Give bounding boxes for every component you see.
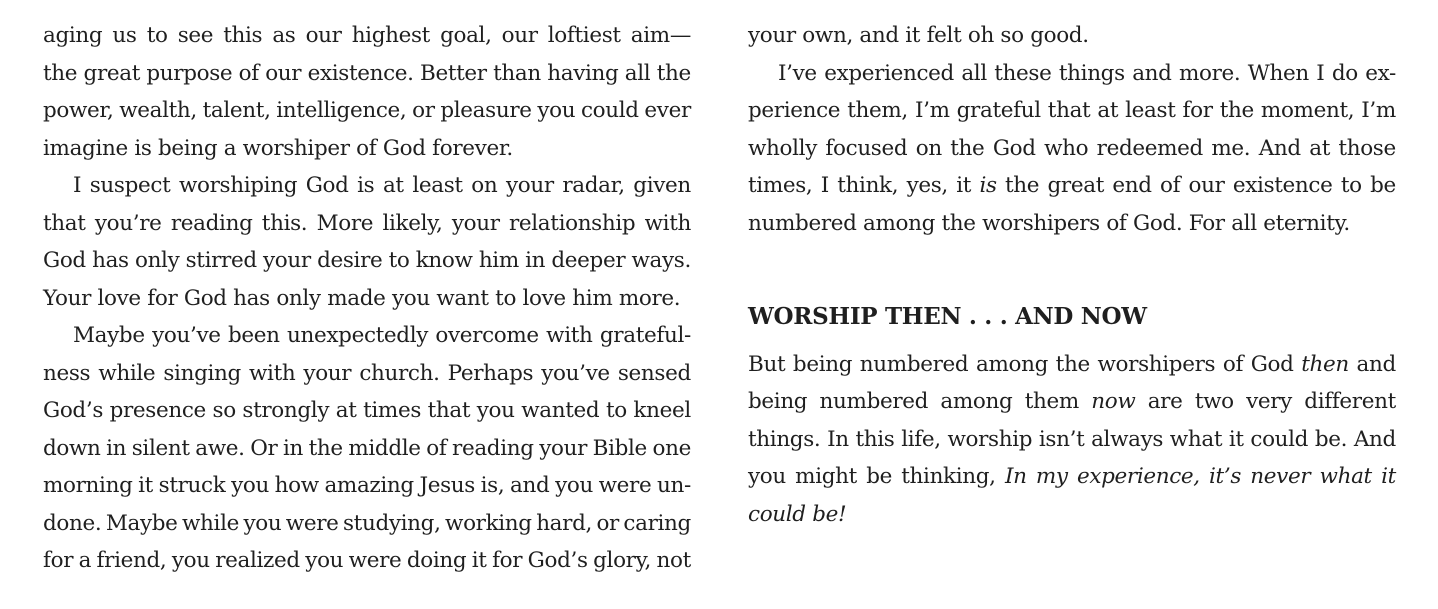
word: In (1004, 464, 1027, 489)
word: in (525, 248, 546, 273)
para-line-3 (748, 421, 1396, 459)
word: deeper (551, 248, 626, 273)
word: Maybe (105, 510, 178, 536)
para-line-5 (748, 496, 1396, 534)
word: likely, (382, 210, 443, 236)
word: middle (348, 435, 421, 461)
word: unexpectedly (287, 323, 429, 348)
word: him (478, 248, 519, 273)
word: your (263, 248, 311, 273)
word: not (656, 548, 691, 573)
word: never (1250, 464, 1311, 489)
word: at (335, 398, 357, 423)
word: in (283, 435, 304, 461)
word: awe. (195, 435, 245, 461)
word: is, (480, 473, 505, 498)
para-line-4 (748, 458, 1396, 496)
word: this (223, 23, 263, 48)
word: for (1182, 98, 1213, 123)
right-line-5 (748, 167, 1396, 205)
word: different (1304, 389, 1396, 414)
word: are (1147, 389, 1183, 414)
word: wanted (521, 398, 600, 423)
para-line-2 (748, 383, 1396, 421)
word: it (1381, 464, 1396, 489)
left-line-3 (43, 92, 691, 130)
word: I’m (914, 98, 950, 123)
word: were (285, 510, 339, 536)
word: one (652, 435, 691, 461)
word: you (231, 473, 269, 498)
word: times, (748, 173, 813, 198)
word: and (1132, 60, 1172, 86)
word: with (644, 210, 691, 236)
word: experienced (824, 60, 954, 86)
right-line-6: numbered among the worshipers of God. For all eternity. (748, 210, 1350, 236)
word: to (146, 23, 168, 48)
word: times (363, 398, 422, 423)
word: strongly (242, 398, 330, 423)
word: being (748, 389, 808, 414)
word: church. (359, 360, 440, 386)
left-line-11 (43, 392, 691, 430)
word: the (1005, 173, 1040, 198)
word: see (177, 23, 214, 48)
word: this (855, 426, 895, 452)
word: worship (947, 426, 1033, 452)
word: But (748, 351, 786, 377)
word: being (792, 351, 853, 377)
word: the (43, 60, 78, 86)
left-line-2 (43, 55, 691, 93)
word: these (994, 60, 1052, 86)
word: pleasure (440, 98, 532, 123)
word: you (171, 548, 210, 573)
word: Better (420, 60, 487, 86)
word: how (274, 473, 319, 498)
word: power, (43, 98, 114, 123)
word: things (1058, 60, 1125, 86)
word: it (138, 473, 153, 498)
word: our (305, 23, 342, 48)
word: two (1194, 389, 1234, 414)
left-line-1 (43, 17, 691, 55)
word: with (248, 360, 296, 386)
word: loftiest (547, 23, 621, 48)
word: a (78, 548, 92, 573)
word: or (412, 98, 435, 123)
word: them (1024, 389, 1079, 414)
word: my (1035, 464, 1068, 489)
word: realized (215, 548, 300, 573)
word: of (238, 60, 259, 86)
word: reading (452, 435, 534, 461)
word: stirred (185, 248, 257, 273)
word: radar, (562, 173, 625, 198)
word: on (471, 173, 498, 198)
word: to (1340, 173, 1362, 198)
left-line-12 (43, 430, 691, 468)
word: and (510, 473, 550, 498)
word: at (1309, 135, 1330, 161)
word: More (316, 210, 374, 236)
word: numbered (819, 389, 929, 414)
word: relationship (508, 210, 636, 236)
word: given (633, 173, 691, 198)
word: it’s (1209, 464, 1242, 489)
word: worshiping (178, 173, 298, 198)
word: existence. (307, 60, 414, 86)
word: yes, (906, 173, 948, 198)
word: down (43, 435, 101, 461)
word: you (476, 398, 515, 423)
word: morning (43, 473, 133, 498)
word: of (1222, 351, 1244, 377)
word: God (1250, 351, 1294, 377)
word: could (580, 98, 639, 123)
word: reading (170, 210, 253, 236)
left-line-13 (43, 467, 691, 505)
word: has (92, 248, 129, 273)
word: with (546, 323, 593, 348)
word: of (426, 435, 447, 461)
word: on (915, 135, 942, 161)
word: or (596, 510, 619, 536)
word: all (624, 60, 651, 86)
word: suspect (89, 173, 171, 198)
word: only (134, 248, 180, 273)
word: experience, (1076, 464, 1200, 489)
word: And (1258, 135, 1301, 161)
word: wholly (748, 135, 817, 161)
word: hard, (536, 510, 592, 536)
word: talent, (202, 98, 271, 123)
word: that (43, 210, 86, 236)
left-line-7 (43, 242, 691, 280)
word: those (1338, 135, 1396, 161)
word: the (656, 60, 691, 86)
word: your (451, 210, 500, 236)
word: that (427, 398, 471, 423)
word: When (1247, 60, 1309, 86)
word: ness (43, 360, 91, 386)
left-line-14 (43, 505, 691, 543)
word: ever (644, 98, 691, 123)
word: what (1319, 464, 1372, 489)
word: glory, (593, 548, 652, 573)
word: un- (657, 473, 691, 498)
word: focused (825, 135, 908, 161)
word: purpose (146, 60, 233, 86)
word: as (272, 23, 296, 48)
word: silent (131, 435, 190, 461)
word: think, (837, 173, 899, 198)
word: of (1159, 173, 1181, 198)
word: existence (1232, 173, 1333, 198)
word: done. (43, 510, 102, 536)
word: the (1055, 351, 1090, 377)
word: this. (261, 210, 308, 236)
word: overcome (435, 323, 539, 348)
word: God’s (527, 548, 588, 573)
left-line-6 (43, 205, 691, 243)
word: aging (43, 23, 103, 48)
word: struck (158, 473, 226, 498)
word: always (1091, 426, 1164, 452)
word: it (471, 548, 487, 573)
word: your (505, 173, 554, 198)
word: the (950, 135, 985, 161)
word: me. (1211, 135, 1251, 161)
left-line-10 (43, 355, 691, 393)
word: doing (406, 548, 467, 573)
word: I (73, 173, 82, 198)
right-line-1: your own, and it felt oh so good. (748, 23, 1089, 48)
word: while (182, 510, 239, 536)
word: them, (847, 98, 908, 123)
word: you (748, 464, 786, 489)
word: you (537, 98, 576, 123)
right-line-3 (748, 92, 1396, 130)
word: ways. (631, 248, 691, 273)
word: very (1246, 389, 1292, 414)
word: it (956, 173, 972, 198)
word: God (305, 173, 349, 198)
word: Perhaps (447, 360, 534, 386)
word: intelligence, (276, 98, 407, 123)
word: desire (317, 248, 383, 273)
word: than (493, 60, 541, 86)
word: friend, (96, 548, 167, 573)
word: wealth, (119, 98, 197, 123)
word: among (940, 389, 1013, 414)
word: I’ve (778, 60, 817, 86)
word: end (1112, 173, 1152, 198)
left-line-15 (43, 542, 691, 580)
word: caring (623, 510, 691, 536)
word: you’ve (152, 323, 221, 348)
word: grateful- (599, 323, 691, 348)
word: for (492, 548, 523, 573)
word: I’m (1361, 98, 1396, 123)
word: Bible (592, 435, 647, 461)
word: be (1370, 173, 1396, 198)
para-line-1 (748, 346, 1396, 384)
left-line-4: imagine is being a worshiper of God forever. (43, 135, 513, 161)
word: your (539, 435, 588, 461)
word: isn’t (1038, 426, 1085, 452)
word: Or (250, 435, 278, 461)
word: working (445, 510, 532, 536)
word: could (1250, 426, 1309, 452)
left-column (43, 17, 691, 580)
word: among (976, 351, 1049, 377)
word: be! (812, 501, 847, 527)
word: grateful (956, 98, 1041, 123)
word: the (1219, 98, 1254, 123)
word: who (1044, 135, 1089, 161)
word: God (992, 135, 1036, 161)
word: God (43, 248, 86, 273)
word: Maybe (73, 323, 145, 348)
word: in (106, 435, 127, 461)
word: In (827, 426, 849, 452)
word: then (1301, 351, 1349, 377)
word: studying, (342, 510, 441, 536)
word: do (1331, 60, 1358, 86)
word: aim— (630, 23, 691, 48)
word: your (303, 360, 352, 386)
word: ex- (1365, 60, 1396, 86)
word: perience (748, 98, 841, 123)
word: kneel (633, 398, 691, 423)
word: to (605, 398, 627, 423)
word: worshipers (1097, 351, 1216, 377)
word: more. (1178, 60, 1241, 86)
word: numbered (859, 351, 969, 377)
word: thinking, (901, 464, 996, 489)
word: God’s (43, 398, 103, 423)
word: you’ve (541, 360, 610, 386)
word: be (866, 464, 892, 489)
word: least (412, 173, 463, 198)
word: you’re (94, 210, 162, 236)
word: could (748, 501, 806, 527)
word: to (388, 248, 410, 273)
right-line-2 (748, 55, 1396, 93)
word: And (1353, 426, 1396, 452)
word: singing (163, 360, 241, 386)
word: what (1169, 426, 1223, 452)
word: redeemed (1096, 135, 1203, 161)
word: sensed (617, 360, 691, 386)
word: having (547, 60, 619, 86)
word: been (227, 323, 280, 348)
word: great (1047, 173, 1104, 198)
word: were (348, 548, 402, 573)
word: that (1047, 98, 1091, 123)
word: the (308, 435, 343, 461)
word: Jesus (419, 473, 475, 498)
word: while (98, 360, 156, 386)
left-line-8: Your love for God has only made you want to love him more. (43, 285, 681, 311)
word: is (357, 173, 375, 198)
word: amazing (324, 473, 414, 498)
word: for (43, 548, 74, 573)
word: things. (748, 426, 821, 452)
word: so (212, 398, 236, 423)
word: at (1097, 98, 1119, 123)
right-column (748, 17, 1396, 533)
word: at (382, 173, 404, 198)
word: life, (901, 426, 941, 452)
word: our (501, 23, 538, 48)
word: presence (109, 398, 206, 423)
word: is (979, 173, 997, 198)
word: were (598, 473, 652, 498)
word: our (265, 60, 302, 86)
word: I (1316, 60, 1325, 86)
word: I (820, 173, 829, 198)
right-line-4 (748, 130, 1396, 168)
word: you (305, 548, 344, 573)
word: be. (1314, 426, 1348, 452)
word: all (961, 60, 987, 86)
word: highest (351, 23, 430, 48)
word: and (1356, 351, 1396, 377)
word: might (795, 464, 857, 489)
word: great (83, 60, 141, 86)
word: you (555, 473, 593, 498)
word: our (1188, 173, 1225, 198)
word: know (415, 248, 473, 273)
word: moment, (1260, 98, 1355, 123)
section-heading: WORSHIP THEN . . . AND NOW (748, 303, 1147, 330)
left-line-9 (43, 317, 691, 355)
word: least (1125, 98, 1176, 123)
word: now (1091, 389, 1136, 414)
word: it (1228, 426, 1244, 452)
word: goal, (440, 23, 492, 48)
left-line-5 (43, 167, 691, 205)
word: you (243, 510, 282, 536)
word: us (112, 23, 137, 48)
